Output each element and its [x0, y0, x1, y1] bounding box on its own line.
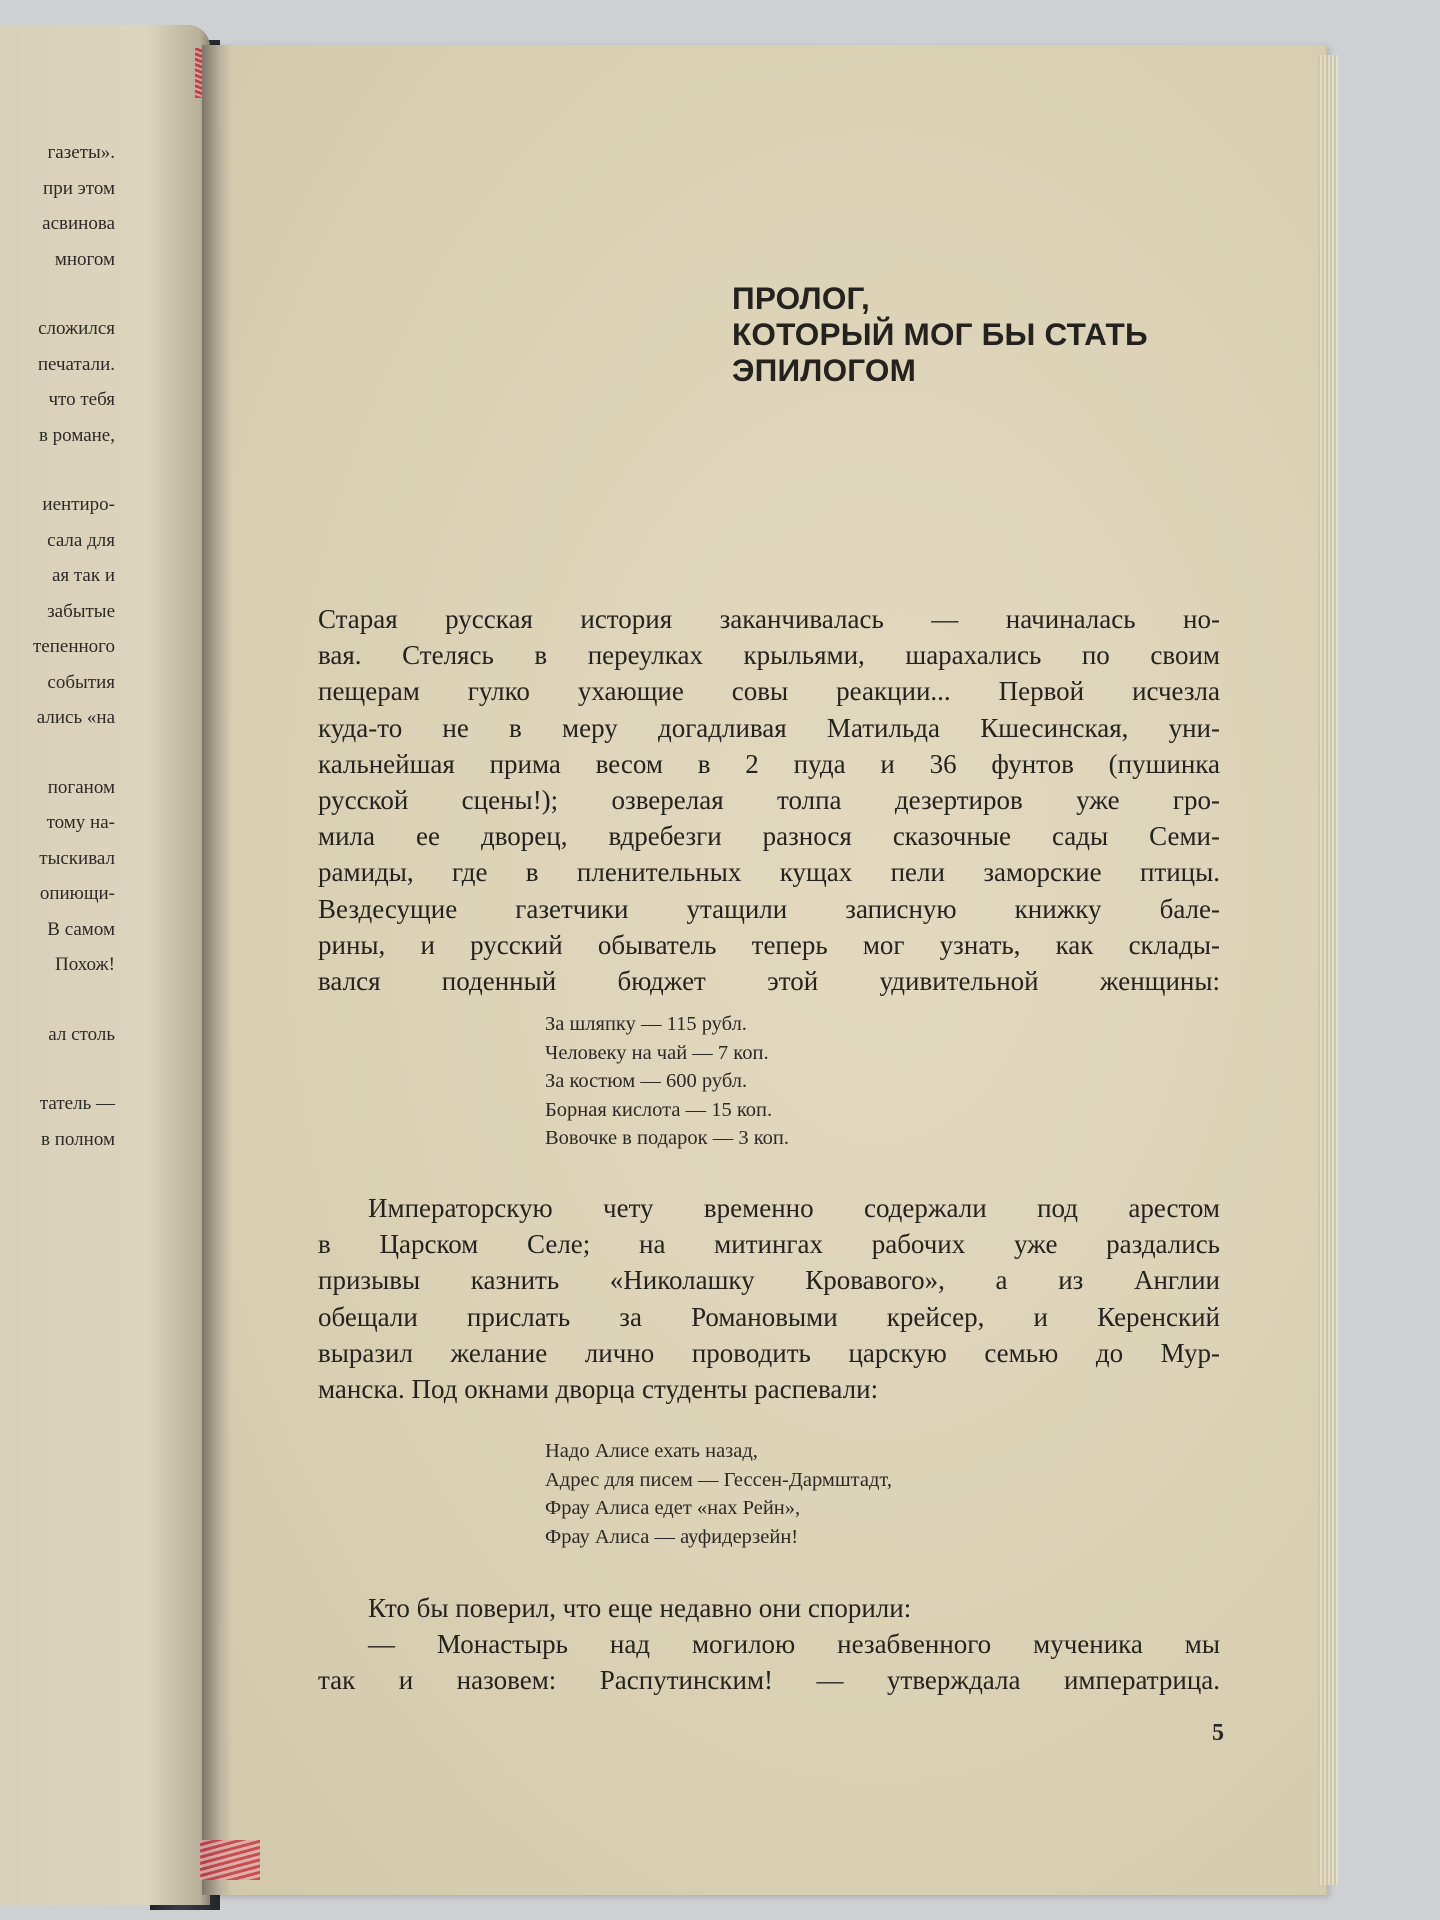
text-line: — Монастырь над могилою незабвенного мученика мы [368, 1629, 1220, 1660]
left-page-fragment [0, 277, 115, 311]
paragraph-2 [318, 1190, 1220, 1407]
text-line: вался поденный бюджет этой удивительной женщины: [318, 965, 1220, 996]
text-line: выразил желание лично проводить царскую семью до Мур- [318, 1337, 1220, 1368]
text-line: вая. Стелясь в переулках крыльями, шарахались по своим [318, 640, 1220, 671]
text-line: Кто бы поверил, что еще недавно они спорили: [368, 1593, 912, 1623]
left-page-fragment: ая так и [51, 565, 115, 586]
text-line: кальнейшая прима весом в 2 пуда и 36 фунтов (пушинка [318, 748, 1220, 779]
left-page-fragment [0, 736, 115, 770]
left-page-fragment: газеты». [47, 142, 115, 163]
text-line: пещерам гулко ухающие совы реакции... Первой исчезла [318, 676, 1220, 707]
left-page-text [0, 135, 115, 1157]
left-page-fragment: Похож! [54, 954, 115, 975]
text-line: Старая русская история заканчивалась — начиналась но- [318, 604, 1220, 634]
left-page [0, 25, 210, 1905]
left-page-fragment: при этом [43, 177, 115, 199]
left-page-fragment: асвинова [42, 213, 115, 234]
left-page-fragment: В самом [47, 918, 115, 940]
page-block-edge [1318, 55, 1338, 1885]
left-page-fragment: иентиро- [42, 494, 115, 515]
text-line: призывы казнить «Николашку Кровавого», а из Англии [318, 1265, 1220, 1296]
left-page-fragment: что тебя [48, 389, 115, 410]
text-line: рины, и русский обыватель теперь мог узнать, как склады- [318, 929, 1220, 960]
paragraph-1 [318, 601, 1220, 999]
left-page-fragment: многом [54, 248, 115, 270]
budget-item: За шляпку — 115 рубл. [545, 1013, 747, 1035]
left-page-fragment [0, 453, 115, 487]
left-page-fragment: печатали. [37, 353, 115, 375]
budget-item: Борная кислота — 15 коп. [545, 1098, 773, 1121]
text-line: куда-то не в меру догадливая Матильда Кшесинская, уни- [318, 712, 1220, 743]
left-page-fragment: поганом [47, 776, 115, 798]
gutter-shadow [202, 45, 232, 1895]
budget-item: Вовочке в подарок — 3 коп. [545, 1127, 789, 1149]
chapter-title-line: КОТОРЫЙ МОГ БЫ СТАТЬ [732, 316, 1148, 352]
left-page-fragment: опиющи- [39, 883, 115, 904]
text-line: рамиды, где в пленительных кущах пели заморские птицы. [318, 857, 1220, 888]
left-page-fragment: ались «на [36, 707, 115, 728]
chapter-title [732, 280, 1148, 388]
budget-item: Человеку на чай — 7 коп. [545, 1041, 769, 1064]
text-line: русской сцены!); озверелая толпа дезертиров уже гро- [318, 784, 1220, 815]
left-page-fragment: сала для [47, 529, 115, 551]
song-line: Надо Алисе ехать назад, [545, 1440, 758, 1462]
text-line: так и назовем: Распутинским! — утверждала императрица. [318, 1665, 1220, 1696]
song-line: Адрес для писем — Гессен-Дармштадт, [545, 1468, 892, 1491]
chapter-title-line: ЭПИЛОГОМ [732, 352, 917, 388]
budget-item: За костюм — 600 рубл. [545, 1070, 748, 1092]
text-line: мила ее дворец, вдребезги разнося сказочные сады Семи- [318, 821, 1220, 852]
chapter-title-line: ПРОЛОГ, [732, 280, 871, 316]
left-page-fragment: события [47, 671, 115, 693]
text-line: Вездесущие газетчики утащили записную книжку бале- [318, 893, 1220, 924]
left-page-fragment: ал столь [48, 1023, 115, 1045]
left-page-fragment: в полном [41, 1128, 115, 1150]
left-page-fragment: в романе, [38, 424, 115, 446]
left-page-fragment: тепенного [33, 636, 115, 657]
text-line: Императорскую чету временно содержали под арестом [368, 1193, 1220, 1223]
left-page-fragment [0, 1052, 115, 1086]
left-page-fragment: тому на- [46, 812, 115, 833]
text-line: в Царском Селе; на митингах рабочих уже раздались [318, 1229, 1220, 1260]
left-page-fragment: забытые [47, 600, 115, 622]
page-number: 5 [1212, 1720, 1224, 1746]
left-page-fragment: татель — [39, 1093, 115, 1114]
song-line: Фрау Алиса едет «нах Рейн», [545, 1497, 801, 1519]
song-line: Фрау Алиса — ауфидерзейн! [545, 1525, 799, 1548]
text-line: манска. Под окнами дворца студенты распевали: [318, 1373, 879, 1404]
left-page-fragment [0, 983, 115, 1017]
left-page-fragment: тыскивал [39, 847, 115, 869]
text-line: обещали прислать за Романовыми крейсер, и Керенский [318, 1301, 1220, 1332]
budget-list [545, 1010, 789, 1153]
headband-thread-bottom [200, 1840, 260, 1880]
left-page-fragment: сложился [38, 318, 115, 339]
student-song [545, 1437, 892, 1551]
paragraph-3 [318, 1590, 1220, 1699]
